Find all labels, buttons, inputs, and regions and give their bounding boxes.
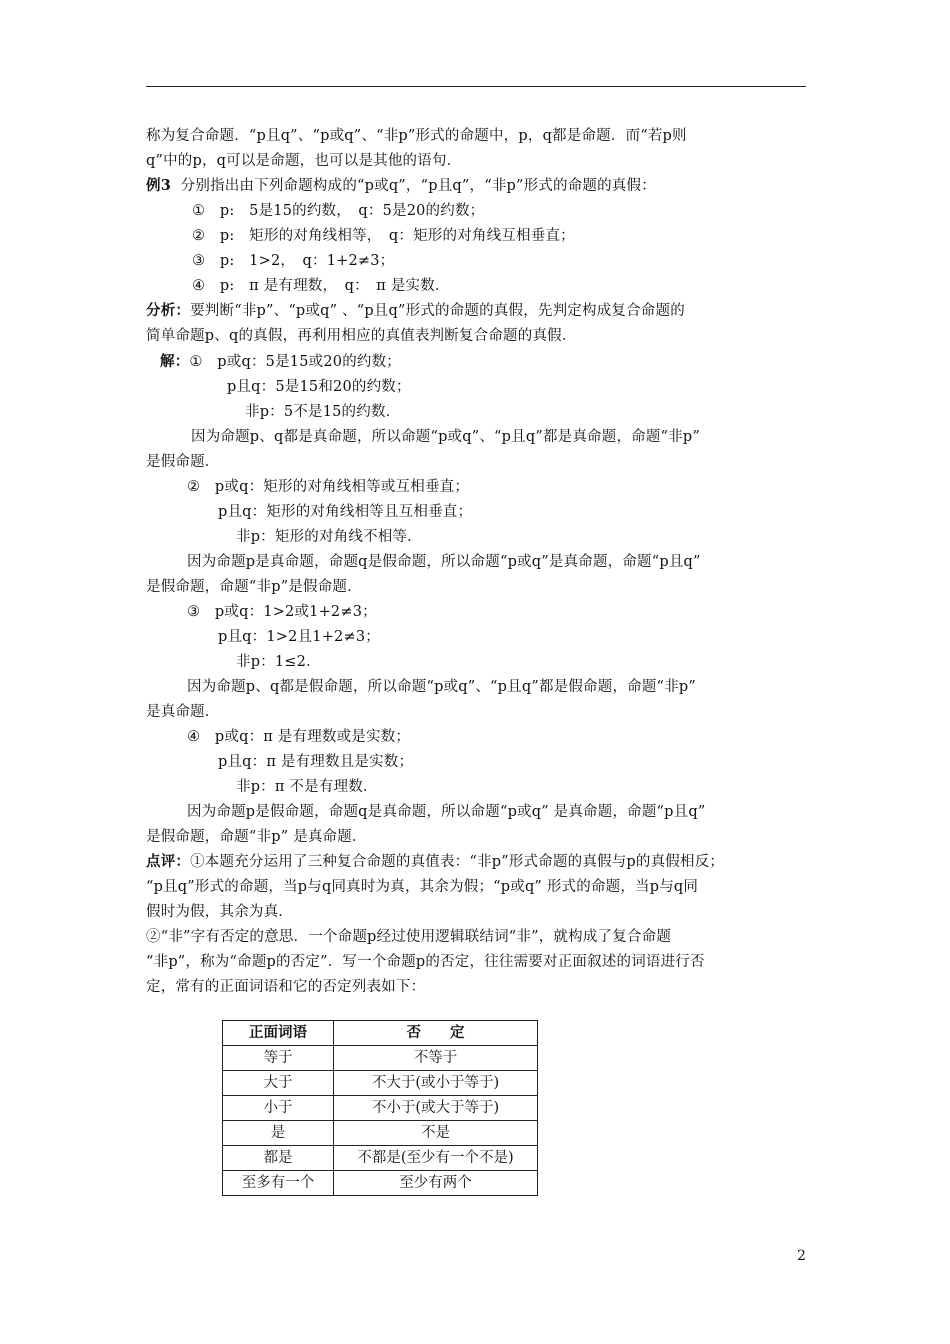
analysis-line [146, 301, 685, 321]
table-cell: 不是 [334, 1121, 538, 1146]
example-text: 分别指出由下列命题构成的“p或q”，“p且q”，“非p”形式的命题的真假： [180, 178, 656, 194]
text-line: “非p”，称为“命题p的否定”．写一个命题p的否定，往往需要对正面叙述的词语进行否 [146, 954, 705, 970]
text-line: 因为命题p是假命题，命题q是真命题，所以命题“p或q” 是真命题，命题“p且q” [187, 804, 706, 820]
solution-label: 解： [160, 353, 190, 370]
text-line: ③ p或q：1>2或1+2≠3； [187, 604, 377, 620]
solution-text: ① p或q：5是15或20的约数； [189, 354, 401, 370]
header-rule [146, 86, 806, 87]
solution-line [160, 352, 401, 372]
table-cell: 等于 [223, 1046, 334, 1071]
proposition-item: ② p: 矩形的对角线相等， q：矩形的对角线互相垂直； [192, 228, 575, 244]
proposition-item: ④ p: π 是有理数， q： π 是实数． [192, 278, 450, 294]
table-header: 正面词语 [223, 1021, 334, 1046]
example-label: 例3 [146, 177, 171, 194]
text-line: 假时为假，其余为真． [146, 904, 293, 920]
text-line: 非p：π 不是有理数． [236, 779, 378, 795]
page-number: 2 [797, 1248, 806, 1264]
text-line: q”中的p，q可以是命题，也可以是其他的语句． [146, 153, 462, 169]
text-line: “p且q”形式的命题，当p与q同真时为真，其余为假；“p或q” 形式的命题，当p与q同 [146, 879, 699, 895]
table-header: 否 定 [334, 1021, 538, 1046]
example-line [146, 176, 656, 196]
text-line: 因为命题p、q都是真命题，所以命题“p或q”、“p且q”都是真命题，命题“非p” [191, 429, 700, 445]
text-line: 是假命题，命题“非p” 是真命题． [146, 829, 367, 845]
table-cell: 不小于(或大于等于) [334, 1096, 538, 1121]
table-row [223, 1096, 538, 1121]
table-header-row [223, 1021, 538, 1046]
proposition-item: ① p: 5是15的约数， q：5是20的约数； [192, 203, 485, 219]
text-line: 称为复合命题．“p且q”、“p或q”、“非p”形式的命题中，p，q都是命题．而“若p则 [146, 128, 687, 144]
analysis-label: 分析： [146, 302, 191, 319]
text-line: ②“非”字有否定的意思．一个命题p经过使用逻辑联结词“非”，就构成了复合命题 [146, 929, 672, 945]
table-cell: 至少有两个 [334, 1171, 538, 1196]
text-line: p且q：矩形的对角线相等且互相垂直； [218, 504, 473, 520]
table-cell: 都是 [223, 1146, 334, 1171]
text-line: p且q：5是15和20的约数； [227, 379, 411, 395]
table-cell: 大于 [223, 1071, 334, 1096]
text-line: 简单命题p、q的真假，再利用相应的真值表判断复合命题的真假． [146, 328, 577, 344]
comment-label: 点评： [146, 853, 191, 870]
table-row [223, 1046, 538, 1071]
text-line: 因为命题p、q都是假命题，所以命题“p或q”、“p且q”都是假命题，命题“非p” [187, 679, 696, 695]
table-cell: 是 [223, 1121, 334, 1146]
comment-line [146, 852, 724, 872]
table-cell: 至多有一个 [223, 1171, 334, 1196]
text-line: 是真命题． [146, 704, 220, 720]
analysis-text: 要判断“非p”、“p或q” 、“p且q”形式的命题的真假，先判定构成复合命题的 [190, 303, 685, 319]
negation-table [222, 1020, 538, 1196]
table-row [223, 1121, 538, 1146]
text-line: 是假命题，命题“非p”是假命题． [146, 579, 362, 595]
text-line: p且q：π 是有理数且是实数； [218, 754, 414, 770]
text-line: 非p：1≤2． [236, 654, 321, 670]
table-row [223, 1071, 538, 1096]
text-line: 定，常有的正面词语和它的否定列表如下： [146, 979, 426, 995]
text-line: 非p：矩形的对角线不相等． [236, 529, 422, 545]
table-cell: 不都是(至少有一个不是) [334, 1146, 538, 1171]
text-line: 是假命题． [146, 454, 220, 470]
table-cell: 不大于(或小于等于) [334, 1071, 538, 1096]
table-row [223, 1171, 538, 1196]
table-cell: 小于 [223, 1096, 334, 1121]
text-line: p且q：1>2且1+2≠3； [218, 629, 380, 645]
table-cell: 不等于 [334, 1046, 538, 1071]
comment-text: ①本题充分运用了三种复合命题的真值表：“非p”形式命题的真假与p的真假相反； [190, 854, 725, 870]
proposition-item: ③ p: 1>2， q：1+2≠3； [192, 253, 395, 269]
text-line: ② p或q：矩形的对角线相等或互相垂直； [187, 479, 470, 495]
text-line: 因为命题p是真命题，命题q是假命题，所以命题“p或q”是真命题，命题“p且q” [187, 554, 701, 570]
table-row [223, 1146, 538, 1171]
text-line: 非p：5不是15的约数． [245, 404, 401, 420]
text-line: ④ p或q：π 是有理数或是实数； [187, 729, 411, 745]
